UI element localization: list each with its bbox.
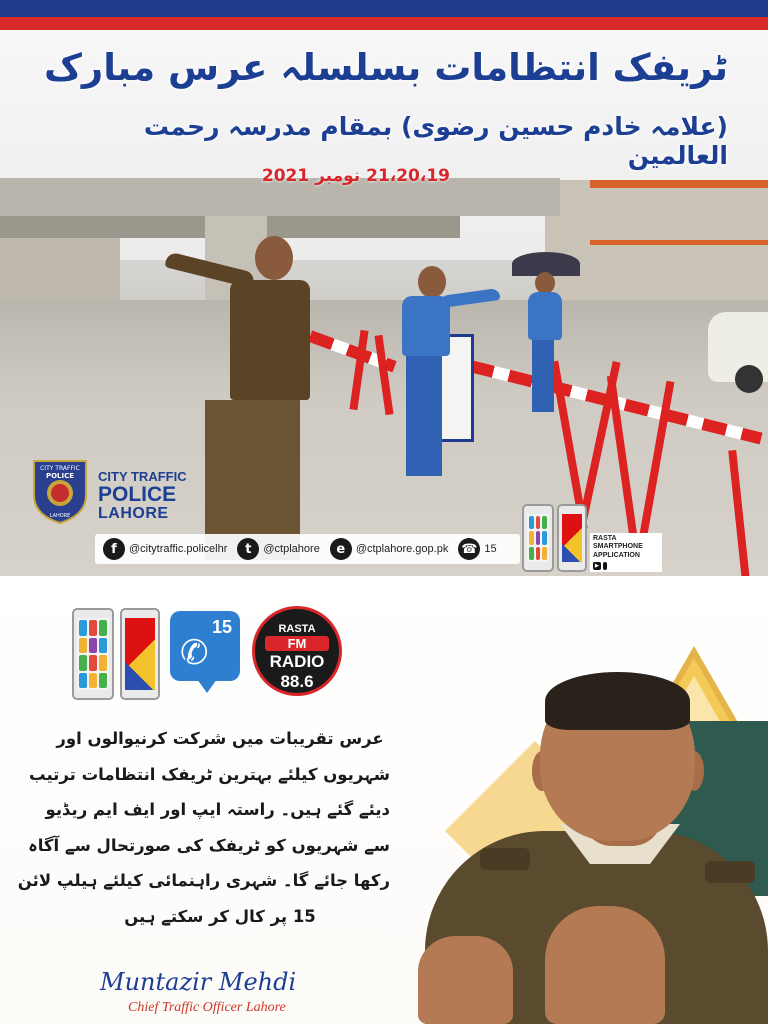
helpline-number: 15 — [211, 617, 232, 637]
phone-icon: ☎ — [458, 538, 480, 560]
photo-building-stripe — [590, 240, 768, 245]
badge-text-1: CITY TRAFFIC — [40, 465, 80, 472]
social-facebook[interactable] — [103, 538, 227, 560]
social-web[interactable] — [330, 538, 449, 560]
google-play-icon[interactable]: ▶ — [595, 563, 599, 570]
event-date: 21،20،19 نومبر 2021 — [261, 166, 450, 186]
ctp-logo-text — [98, 470, 187, 522]
message-line: دیئے گئے ہیں۔ راستہ ایپ اور ایف ایم ریڈیو — [45, 800, 390, 819]
helpline-badge[interactable] — [170, 611, 240, 681]
phone-screen — [527, 514, 549, 562]
radio-line-1: RASTA — [278, 623, 316, 635]
message-line: سے شہریوں کو ٹریفک کی صورتحال سے آگاہ — [28, 835, 390, 855]
social-twitter-label: @ctplahore — [263, 543, 320, 555]
photo-car-wheel — [735, 365, 763, 393]
person-torso — [528, 292, 562, 340]
photo-building-stripe — [590, 180, 768, 188]
store-badges — [593, 562, 659, 570]
signature: Muntazir Mehdi — [100, 968, 297, 996]
message-line: 15 پر کال کر سکتے ہیں — [124, 906, 316, 926]
radio-line-2: FM — [265, 636, 329, 651]
twitter-icon: t — [237, 538, 259, 560]
message-line: شہریوں کیلئے بہترین ٹریفک انتظامات ترتیب — [28, 764, 390, 784]
phone-rasta-app — [557, 504, 587, 572]
person-head — [255, 236, 293, 280]
phone-rasta-app — [120, 608, 160, 700]
social-twitter[interactable] — [237, 538, 319, 560]
person-torso — [230, 280, 310, 400]
logo-line-3: LAHORE — [98, 504, 169, 522]
signature-title: Chief Traffic Officer Lahore — [128, 1000, 286, 1015]
message-line: رکھا جائے گا۔ شہری راہنمائی کیلئے ہیلپ لائن — [17, 871, 390, 890]
badge-text-2: POLICE — [45, 472, 75, 480]
phone-icon: ✆ — [180, 633, 209, 673]
person-head — [535, 272, 555, 294]
photo-building-left — [0, 230, 120, 300]
facebook-icon: f — [103, 538, 125, 560]
phone-screen — [77, 618, 109, 690]
message-line: عرس تقریبات میں شرکت کرنیوالوں اور — [56, 729, 384, 748]
officer-hand — [418, 936, 513, 1024]
person-legs — [406, 356, 442, 476]
rasta-app-subtitle: APPLICATION — [593, 551, 640, 559]
helpline-badge-tail — [197, 679, 217, 693]
person-head — [418, 266, 446, 298]
epaulette — [705, 861, 755, 883]
phone-app-grid — [522, 504, 554, 572]
social-bar — [95, 534, 520, 564]
web-icon: e — [330, 538, 352, 560]
bottom-section — [0, 576, 768, 1024]
logo-line-2: POLICE — [98, 482, 177, 506]
rasta-app-label — [590, 533, 662, 572]
app-store-icon[interactable] — [603, 562, 607, 570]
social-phone[interactable] — [458, 538, 496, 560]
rasta-app-title: RASTA SMARTPHONE — [593, 535, 643, 551]
officer-hair — [545, 672, 690, 730]
epaulette — [480, 848, 530, 870]
top-stripe-navy — [0, 0, 768, 17]
logo-line-1: CITY TRAFFIC — [98, 469, 187, 484]
phone-screen — [562, 514, 582, 562]
social-phone-label: 15 — [484, 543, 497, 555]
page-title: ٹریفک انتظامات بسلسلہ عرس مبارک — [44, 46, 728, 89]
officer-hand — [545, 906, 665, 1024]
badge-text-3: LAHORE — [49, 513, 71, 519]
page-subtitle: (علامہ خادم حسین رضوی) بمقام مدرسہ رحمت العالمین — [143, 112, 728, 170]
social-web-label: @ctplahore.gop.pk — [355, 543, 449, 555]
phone-app-grid — [72, 608, 114, 700]
radio-line-3: RADIO 88.6 — [269, 652, 325, 691]
phone-screen — [125, 618, 155, 690]
rasta-fm-radio-logo — [252, 606, 342, 696]
person-legs — [532, 340, 554, 412]
police-badge-logo — [30, 455, 90, 525]
top-stripe-red — [0, 17, 768, 30]
social-facebook-label: @citytraffic.policelhr — [129, 543, 228, 555]
message-text — [17, 721, 390, 934]
